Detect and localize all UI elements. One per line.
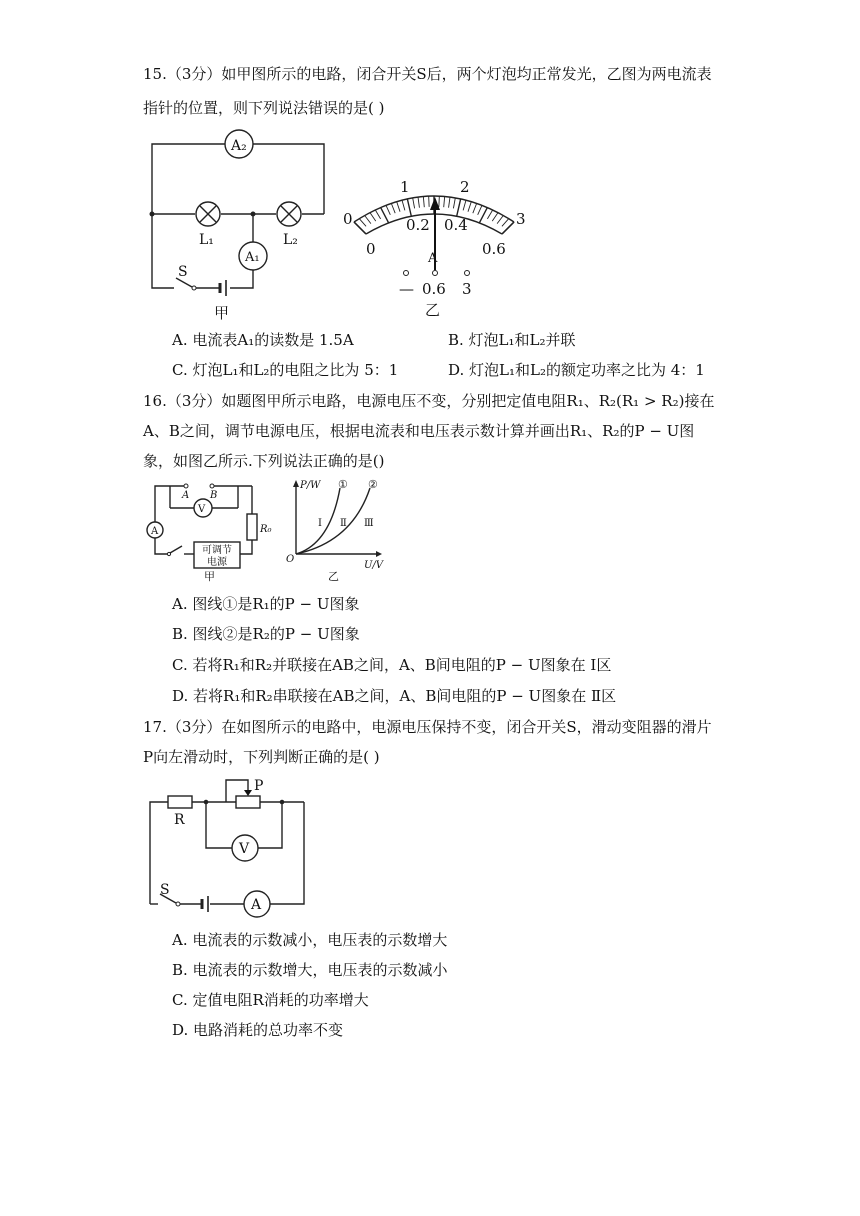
- label-b: B: [210, 490, 218, 501]
- label-a2: A₂: [231, 138, 247, 154]
- slider-p-icon: [244, 790, 252, 796]
- terminal-06-icon: [433, 271, 438, 276]
- question-17-line-1: 17.（3分）在如图所示的电路中，电源电压保持不变，闭合开关S，滑动变阻器的滑片: [143, 718, 712, 736]
- origin-label: O: [286, 554, 295, 565]
- label-p: P: [254, 778, 264, 794]
- terminal-3-icon: [465, 271, 470, 276]
- q16-option-d[interactable]: D. 若将R₁和R₂串联接在AB之间，A、B间电阻的P − U图象在 Ⅱ区: [172, 687, 617, 705]
- caption-yi: 乙: [425, 301, 441, 318]
- dial-tick: [407, 199, 411, 216]
- label-ammeter: A: [151, 526, 159, 537]
- q15-option-b[interactable]: B. 灯泡L₁和L₂并联: [448, 331, 576, 349]
- region-1-label: Ⅰ: [318, 518, 322, 529]
- q15-circuit-diagram: [140, 126, 340, 322]
- dial-tick: [365, 216, 371, 224]
- terminal-a-icon: [184, 484, 188, 488]
- dial-tick: [402, 200, 405, 210]
- switch-icon: [176, 902, 180, 906]
- label-a: A: [251, 897, 262, 913]
- question-15-line-1: 15.（3分）如甲图所示的电路，闭合开关S后，两个灯泡均正常发光，乙图为两电流表: [143, 65, 712, 83]
- curve-2: [296, 488, 370, 554]
- dial-tick: [487, 210, 492, 219]
- caption-jia: 甲: [204, 570, 215, 583]
- dial-tick: [457, 199, 461, 216]
- dial-tick: [473, 203, 477, 213]
- dial-big-3: 3: [516, 210, 526, 228]
- label-l2: L₂: [283, 232, 298, 248]
- dial-tick: [502, 219, 509, 227]
- dial-tick: [468, 202, 471, 212]
- dial-big-2: 2: [460, 178, 470, 196]
- question-16-line-1: 16.（3分）如题图甲所示电路，电源电压不变，分别把定值电阻R₁、R₂(R₁ > R₂)接在: [143, 392, 715, 410]
- q16-option-b[interactable]: B. 图线②是R₂的P − U图象: [172, 625, 360, 643]
- dial-tick: [413, 198, 415, 209]
- dial-tick: [478, 205, 482, 215]
- dial-small-06: 0.6: [482, 240, 506, 258]
- terminal-06-label: 0.6: [422, 280, 446, 298]
- question-16-line-2: A、B之间，调节电源电压，根据电流表和电压表示数计算并画出R₁、R₂的P − U图: [143, 422, 695, 440]
- q15-option-d[interactable]: D. 灯泡L₁和L₂的额定功率之比为 4：1: [448, 361, 705, 379]
- dial-tick: [463, 200, 466, 210]
- label-v: V: [239, 841, 250, 857]
- terminal-b-icon: [210, 484, 214, 488]
- q15-wire: [253, 144, 324, 214]
- caption-jia: 甲: [214, 304, 230, 322]
- dial-tick: [449, 197, 450, 208]
- dial-tick: [391, 203, 395, 213]
- q15-option-a[interactable]: A. 电流表A₁的读数是 1.5A: [172, 331, 354, 349]
- label-s: S: [160, 882, 170, 898]
- dial-tick: [386, 205, 390, 215]
- terminal-minus-label: —: [399, 280, 414, 298]
- q17-circuit-diagram: [146, 774, 314, 920]
- dial-tick: [381, 208, 389, 223]
- source-label-1: 可调节: [202, 545, 232, 556]
- q17-option-d[interactable]: D. 电路消耗的总功率不变: [172, 1021, 344, 1039]
- q15-ammeter-dial: [336, 172, 536, 318]
- q16-option-a[interactable]: A. 图线①是R₁的P − U图象: [172, 595, 360, 613]
- label-l1: L₁: [199, 232, 214, 248]
- dial-tick: [492, 213, 498, 221]
- q16-option-c[interactable]: C. 若将R₁和R₂并联接在AB之间，A、B间电阻的P − U图象在 Ⅰ区: [172, 656, 612, 674]
- label-r: R: [174, 812, 185, 828]
- resistor-r0-icon: [247, 514, 257, 540]
- dial-tick: [479, 208, 487, 223]
- q17-option-a[interactable]: A. 电流表的示数减小，电压表的示数增大: [172, 931, 448, 949]
- dial-small-02: 0.2: [406, 216, 430, 234]
- y-axis-label: P/W: [300, 480, 321, 491]
- dial-small-04: 0.4: [444, 216, 468, 234]
- resistor-r-icon: [168, 796, 192, 808]
- source-label-2: 电源: [207, 557, 227, 568]
- dial-tick: [370, 213, 376, 221]
- label-switch: S: [178, 264, 188, 280]
- rheostat-icon: [236, 796, 260, 808]
- region-2-label: Ⅱ: [340, 518, 347, 529]
- dial-tick: [444, 196, 445, 207]
- q17-option-b[interactable]: B. 电流表的示数增大，电压表的示数减小: [172, 961, 448, 979]
- terminal-minus-icon: [404, 271, 409, 276]
- x-axis-label: U/V: [364, 560, 384, 571]
- dial-big-1: 1: [400, 178, 410, 196]
- region-3-label: Ⅲ: [364, 518, 374, 529]
- dial-big-0: 0: [343, 210, 353, 228]
- q15-option-c[interactable]: C. 灯泡L₁和L₂的电阻之比为 5：1: [172, 361, 399, 379]
- dial-tick: [453, 198, 455, 209]
- label-v: V: [198, 504, 206, 515]
- label-r0: R₀: [260, 524, 272, 535]
- dial-small-0: 0: [366, 240, 376, 258]
- q16-circuit-diagram: [142, 478, 272, 584]
- label-a1: A₁: [245, 250, 260, 265]
- dial-tick: [418, 197, 419, 208]
- curve-1-label: ①: [338, 478, 348, 491]
- dial-tick: [497, 216, 503, 224]
- terminal-3-label: 3: [462, 280, 472, 298]
- caption-yi: 乙: [328, 570, 339, 583]
- dial-tick: [397, 202, 400, 212]
- q17-option-c[interactable]: C. 定值电阻R消耗的功率增大: [172, 991, 369, 1009]
- question-17-line-2: P向左滑动时，下列判断正确的是( ): [143, 748, 380, 766]
- dial-tick: [423, 196, 424, 207]
- question-16-line-3: 象，如图乙所示.下列说法正确的是(): [143, 452, 385, 470]
- label-a: A: [182, 490, 190, 501]
- dial-tick: [359, 219, 366, 227]
- dial-unit-a: A: [428, 251, 438, 266]
- curve-2-label: ②: [368, 478, 378, 491]
- question-15-line-2: 指针的位置，则下列说法错误的是( ): [143, 99, 385, 117]
- switch-icon: [192, 286, 196, 290]
- q16-pu-graph: [280, 474, 388, 586]
- dial-tick: [375, 210, 380, 219]
